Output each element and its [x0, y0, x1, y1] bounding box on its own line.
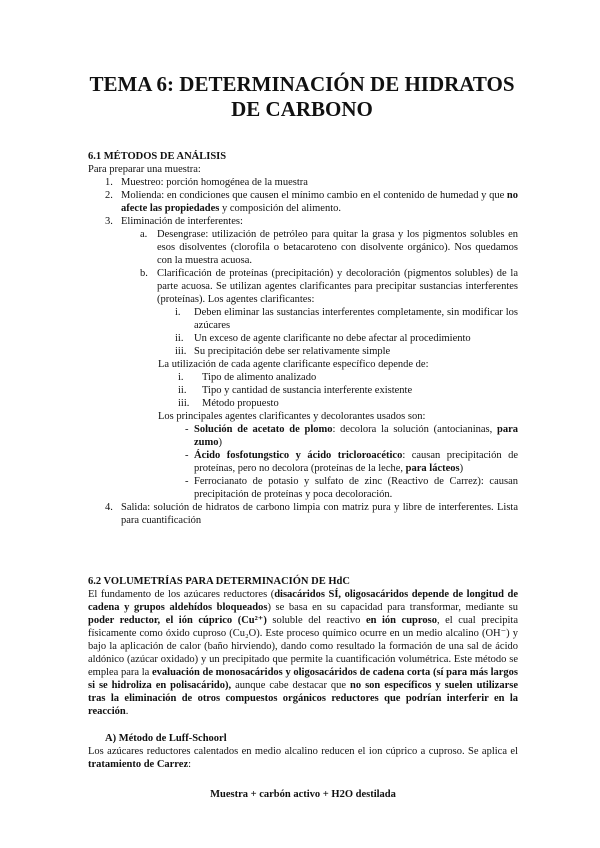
- list-item: iii. Método propuesto: [178, 398, 279, 409]
- list-item: - Solución de acetato de plomo: decolora la solución (antocianinas, para zumo): [185, 424, 518, 448]
- section-heading: 6.2 VOLUMETRÍAS PARA DETERMINACIÓN DE HdC: [88, 576, 350, 587]
- paragraph: Los azúcares reductores calentados en medio alcalino reducen el ion cúprico a cuproso. Se aplica el tratamiento de Carrez:: [88, 746, 518, 770]
- list-item: - Ácido fosfotungstico y ácido tricloroacético: causan precipitación de proteínas, pero no decolora (proteínas de la leche, para lácteos): [185, 450, 519, 474]
- page-title: TEMA 6: DETERMINACIÓN DE HIDRATOS DE CARBONO: [89, 72, 515, 121]
- paragraph: Los principales agentes clarificantes y decolorantes usados son:: [158, 411, 426, 422]
- list-item: b. Clarificación de proteínas (precipitación) y decoloración (pigmentos solubles) de la parte acuosa. Se utilizan agentes clarificantes para precipitar sustancias interferentes (proteínas). Los agentes clarificantes:: [140, 268, 518, 305]
- list-item: iii. Su precipitación debe ser relativamente simple: [175, 346, 391, 357]
- list-item: - Ferrocianato de potasio y sulfato de zinc (Reactivo de Carrez): causan precipitación de proteínas y poca decoloración.: [185, 476, 518, 500]
- list-item: i. Deben eliminar las sustancias interferentes completamente, sin modificar los azúcares: [175, 307, 518, 331]
- list-item: ii. Un exceso de agente clarificante no debe afectar al procedimiento: [175, 333, 471, 344]
- section-heading: 6.1 MÉTODOS DE ANÁLISIS: [88, 151, 227, 162]
- section-6-1: [88, 150, 518, 527]
- list-item: 2. Molienda: en condiciones que causen el mínimo cambio en el contenido de humedad y que no afecte las propiedades y composición del alimento.: [105, 190, 518, 214]
- paragraph: El fundamento de los azúcares reductores (disacáridos SÍ, oligosacáridos depende de longitud de cadena y grupos aldehídos bloqueados) se basa en su capacidad para transformar, mediante su poder reductor, el ión cúprico (Cu²⁺) soluble del reactivo en ión cuproso, el cual precipita físicamente como óxido cuproso (Cu₂O). Este proceso químico ocurre en un medio alcalino (OH⁻) y bajo la aplicación de calor (baño hirviendo), dando como resultado la formación de una sal de ácido aldónico (azúcar oxidado) y un precipitado que permite la cuantificación volumétrica. Este método se emplea para la evaluación de monosacáridos y oligosacáridos de cadena corta (sí para más largos si se hidroliza en polisacárido), aunque cabe destacar que no son específicos y suelen utilizarse tras la eliminación de otros compuestos orgánicos reductores que podrían interferir en la reacción.: [88, 589, 518, 717]
- list-item: a. Desengrase: utilización de petróleo para quitar la grasa y los pigmentos solubles en esos disolventes (clorofila o betacaroteno con disolvente orgánico). Nos quedamos con la muestra acuosa.: [140, 229, 518, 266]
- intro-text: Para preparar una muestra:: [88, 164, 201, 175]
- formula: Muestra + carbón activo + H2O destilada: [210, 789, 396, 800]
- paragraph: La utilización de cada agente clarificante específico depende de:: [158, 359, 429, 370]
- list-item: i. Tipo de alimento analizado: [178, 372, 317, 383]
- subsection-heading: A) Método de Luff-Schoorl: [105, 733, 227, 744]
- list-item: ii. Tipo y cantidad de sustancia interferente existente: [178, 385, 413, 396]
- list-item: 3. Eliminación de interferentes:: [105, 216, 243, 227]
- list-item: 1. Muestreo: porción homogénea de la muestra: [105, 177, 308, 188]
- section-6-2: [88, 575, 518, 801]
- list-item: 4. Salida: solución de hidratos de carbono limpia con matriz pura y libre de interferentes. Lista para cuantificación: [105, 502, 518, 526]
